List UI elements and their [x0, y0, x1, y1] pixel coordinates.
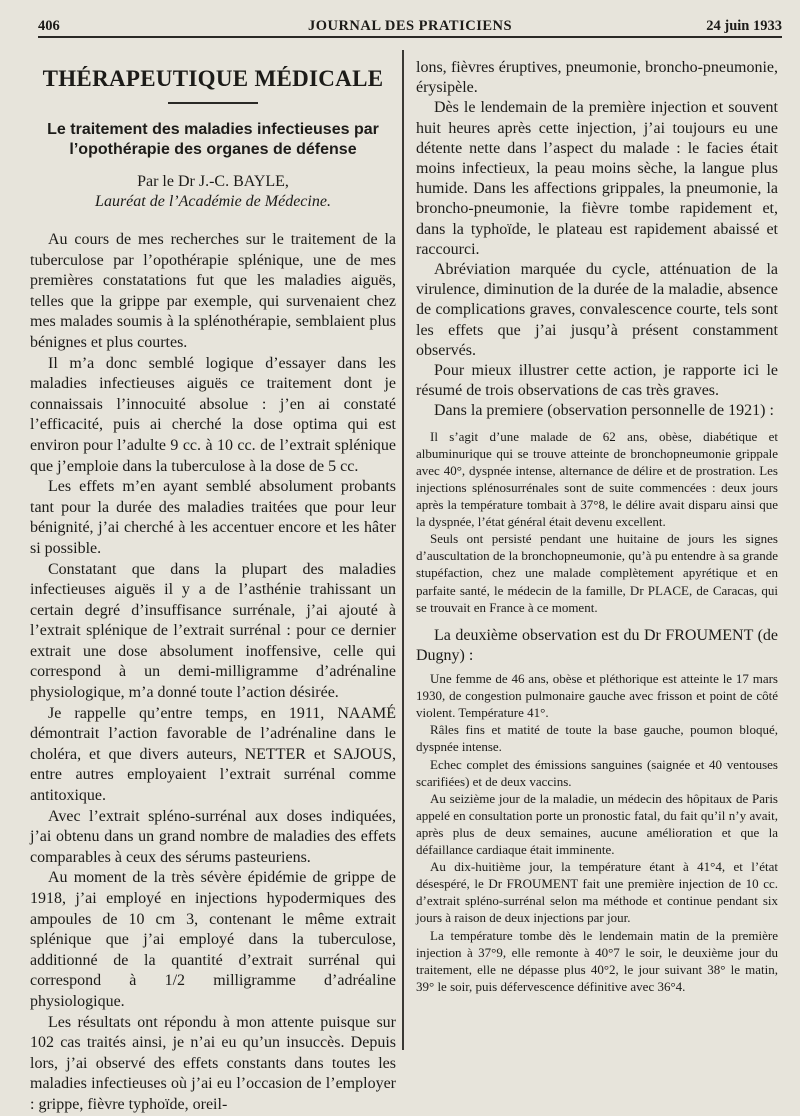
paragraph: lons, fièvres éruptives, pneumonie, broncho-pneumonie, érysipèle. — [416, 59, 778, 97]
observation-paragraph: Il s’agit d’une malade de 62 ans, obèse, diabétique et albuminurique qui se trouve atteinte de bronchopneumonie grippale avec 40°, dyspnée intense, alternance de délire et de prostration. Les injections splénosurrénales sont de suite commencées : deux jours après la température tombait à 37°8, le délire avait disparu ainsi que la dyspnée, l’état général était devenu excellent. — [416, 428, 778, 530]
page-number: 406 — [38, 18, 60, 34]
observation-paragraph: Une femme de 46 ans, obèse et pléthorique est atteinte le 17 mars 1930, de congestion pulmonaire gauche avec frisson et point de côté violent. Température 41°. — [416, 671, 778, 721]
observation-paragraph: Au seizième jour de la maladie, un médecin des hôpitaux de Paris appelé en consultation porte un pronostic fatal, du fait qu’il n’y avait, après plus de deux semaines, aucune amélioration et que la défaillance cardiaque était imminente. — [416, 790, 778, 858]
spacer — [416, 616, 778, 626]
running-header — [38, 14, 782, 38]
author-affiliation: Lauréat de l’Académie de Médecine. — [95, 193, 331, 210]
article-title: Le traitement des maladies infectieuses par l’opothérapie des organes de défense — [47, 121, 379, 158]
paragraph: Les effets m’en ayant semblé absolument probants tant pour la durée des maladies traitées que pour leur bénignité, j’ai cherché à les accentuer encore et les hâter si possible. — [30, 478, 396, 557]
right-column — [416, 58, 778, 995]
paragraph: Pour mieux illustrer cette action, je rapporte ici le résumé de trois observations de cas très graves. — [416, 362, 778, 400]
paragraph: Il m’a donc semblé logique d’essayer dans les maladies infectieuses aiguës ce traitement dont je connaissais l’innocuité absolue : j’en ai constaté l’efficacité, puis ai cherché la dose optima qui est environ pour l’adulte 9 cc. à 10 cc. de l’extrait splénique que j’emploie dans la tuberculose à la dose de 5 cc. — [30, 354, 396, 475]
paragraph: Les résultats ont répondu à mon attente puisque sur 102 cas traités ainsi, je n’ai eu qu’un insuccès. Depuis lors, j’ai observé des effets constants dans toutes les maladies infectieuses où j’ai eu l’occasion de l’employer : grippe, fièvre typhoïde, oreil- — [30, 1013, 396, 1113]
observation-paragraph: Râles fins et matité de toute la base gauche, poumon bloqué, dyspnée intense. — [416, 722, 778, 755]
paragraph: Constatant que dans la plupart des maladies infectieuses aiguës il y a de l’asthénie trahissant un certain degré d’insuffisance surrénale, j’ai ajouté à l’extrait splénique de l’extrait surrénal : pour ce dernier extrait une dose absolument inoffensive, celle qui correspond à un demi-milligramme d’adrénaline physiologique, m’a donné toute l’action désirée. — [30, 560, 396, 702]
observation-paragraph: La température tombe dès le lendemain matin de la première injection à 37°9, elle remonte à 40°7 le soir, le deuxième jour du traitement, elle ne dépasse plus 40°2, le jour suivant 38° le matin, 39° le soir, puis défervescence définitive avec 36°4. — [416, 927, 778, 994]
article-author: Par le Dr J.-C. BAYLE, — [137, 173, 289, 190]
paragraph: Avec l’extrait spléno-surrénal aux doses indiquées, j’ai obtenu dans un grand nombre de maladies des effets comparables à ceux des sérums pasteuriens. — [30, 807, 396, 866]
paragraph: Au cours de mes recherches sur le traitement de la tuberculose par l’opothérapie splénique, une de mes premières constatations fut que les maladies aiguës, telles que la grippe par exemple, qui survenaient chez mes malades soumis à la splénothérapie, semblaient plus bénignes et plus courtes. — [30, 231, 396, 351]
paragraph: Dans la premiere (observation personnelle de 1921) : — [434, 402, 774, 420]
left-column — [30, 58, 396, 1116]
title-rule — [168, 102, 258, 104]
paragraph: Dès le lendemain de la première injection et souvent huit heures après cette injection, j’ai toujours eu une détente nette dans l’aspect du malade : le facies était moins infectieux, la peau moins sèche, la langue plus humide. Dans les affections grippales, la pneumonie, la broncho-pneumonie, la fièvre tombe rapidement et, dans la typhoïde, le plateau est rapidement abaissé et raccourci. — [416, 99, 778, 258]
section-title: THÉRAPEUTIQUE MÉDICALE — [42, 66, 384, 91]
column-divider — [402, 50, 404, 1050]
observation-paragraph: Echec complet des émissions sanguines (saignée et 40 ventouses scarifiées) et de deux vaccins. — [416, 756, 778, 789]
observation-paragraph: Seuls ont persisté pendant une huitaine de jours les signes d’auscultation de la bronchopneumonie, qu’à pu entendre à sa grande stupéfaction, chez une malade complètement apyrétique et en parfaite santé, le médecin de la famille, Dr PLACE, de Caracas, qui se trouvait en France à ce moment. — [416, 531, 778, 615]
paragraph: Abréviation marquée du cycle, atténuation de la virulence, diminution de la durée de la maladie, absence de complications graves, convalescence courte, tels sont les effets que j’ai jusqu’à présent constamment observés. — [416, 261, 778, 359]
paragraph: Au moment de la très sévère épidémie de grippe de 1918, j’ai employé en injections hypodermiques des ampoules de 10 cm 3, contenant le même extrait splénique que j’ai employé dans la tuberculose, additionné de la quantité d’extrait surrénal qui correspond à 1/2 milligramme d’adréaline physiologique. — [30, 869, 396, 1010]
journal-title: JOURNAL DES PRATICIENS — [307, 18, 513, 34]
issue-date: 24 juin 1933 — [706, 18, 782, 34]
observation-intro: La deuxième observation est du Dr FROUMENT (de Dugny) : — [416, 626, 778, 664]
paragraph: Je rappelle qu’entre temps, en 1911, NAAMÉ démontrait l’action favorable de l’adrénaline dans le choléra, et que divers auteurs, NETTER et SAJOUS, entre autres employaient l’extrait surrénal comme antitoxique. — [30, 704, 396, 805]
observation-paragraph: Au dix-huitième jour, la température étant à 41°4, et l’état désespéré, le Dr FROUMENT fait une première injection de 10 cc. d’extrait spléno-surrénal selon ma méthode et continue pendant six jours à raison de deux injections par jour. — [416, 859, 778, 926]
